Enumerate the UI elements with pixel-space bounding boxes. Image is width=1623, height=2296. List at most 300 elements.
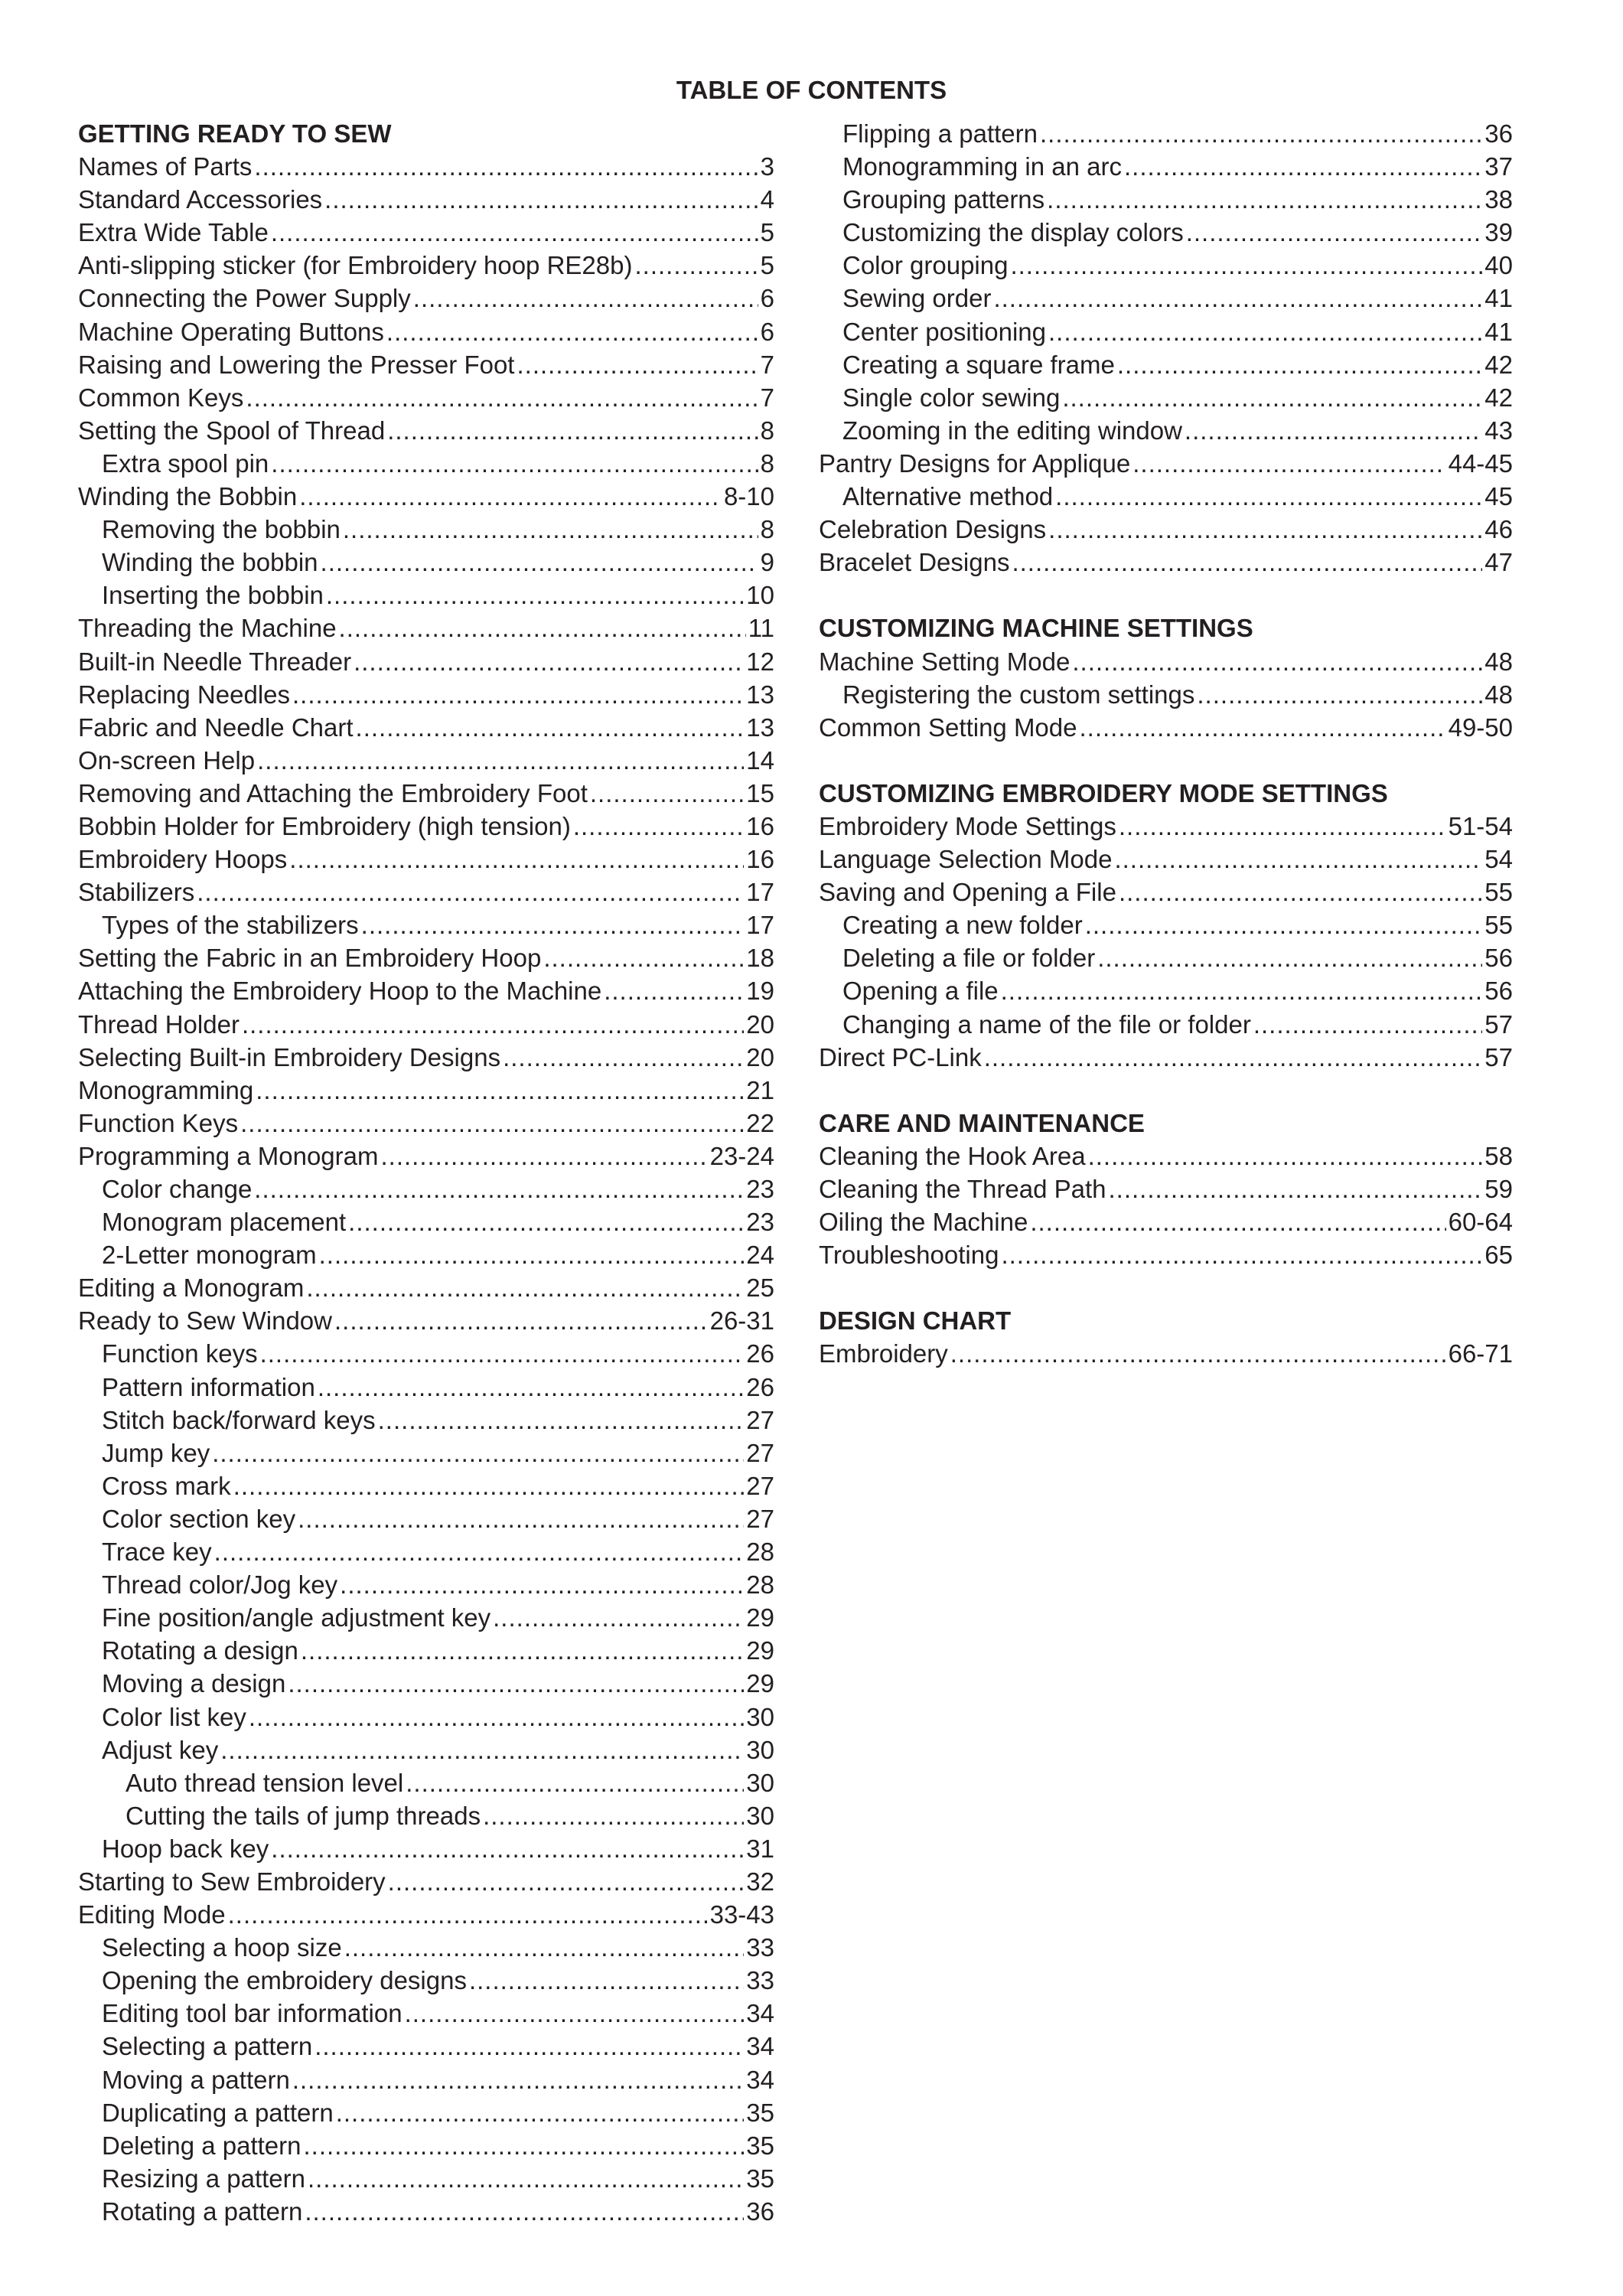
dot-leader xyxy=(299,480,722,513)
toc-entry-page-number: 16 xyxy=(746,845,774,874)
toc-left-column xyxy=(78,117,774,2228)
dot-leader xyxy=(1001,974,1483,1007)
toc-entry-page-number: 56 xyxy=(1484,977,1513,1006)
toc-entry-page-number: 48 xyxy=(1484,647,1513,676)
section-heading-design-chart xyxy=(819,1304,1513,1337)
dot-leader xyxy=(1109,1172,1483,1205)
toc-entry-fabric-and-needle-chart xyxy=(78,711,774,744)
toc-entry-title: Resizing a pattern xyxy=(102,2164,305,2193)
toc-entry-threading-the-machine xyxy=(78,612,774,644)
dot-leader xyxy=(324,183,758,216)
toc-entry-color-change xyxy=(78,1172,774,1205)
toc-entry-title: Selecting a pattern xyxy=(102,2032,313,2061)
toc-entry-thread-color-jog-key xyxy=(78,1568,774,1601)
dot-leader xyxy=(388,1865,745,1898)
dot-leader xyxy=(1119,810,1446,843)
dot-leader xyxy=(339,612,746,644)
toc-entry-page-number: 30 xyxy=(746,1801,774,1830)
toc-entry-page-number: 16 xyxy=(746,811,774,840)
toc-entry-title: Moving a pattern xyxy=(102,2065,290,2094)
toc-entry-embroidery-mode-settings xyxy=(819,810,1513,843)
toc-entry-page-number: 21 xyxy=(746,1075,774,1104)
dot-leader xyxy=(634,249,758,282)
dot-leader xyxy=(292,678,744,711)
toc-entry-page-number: 33-43 xyxy=(709,1900,774,1929)
toc-entry-title: Bobbin Holder for Embroidery (high tension) xyxy=(78,811,571,840)
toc-entry-grouping-patterns xyxy=(819,183,1513,216)
toc-entry-title: Deleting a pattern xyxy=(102,2131,301,2160)
toc-entry-opening-the-embroidery-designs xyxy=(78,1964,774,1997)
toc-entry-types-of-the-stabilizers xyxy=(78,908,774,941)
toc-entry-page-number: 41 xyxy=(1484,317,1513,346)
toc-entry-auto-thread-tension-level xyxy=(78,1766,774,1799)
toc-entry-page-number: 55 xyxy=(1484,878,1513,907)
toc-entry-fine-position-angle-adjustment-key xyxy=(78,1601,774,1634)
section-spacer xyxy=(819,1271,1513,1304)
toc-entry-machine-operating-buttons xyxy=(78,315,774,348)
toc-entry-title: Color list key xyxy=(102,1702,246,1731)
dot-leader xyxy=(950,1337,1446,1370)
toc-entry-page-number: 27 xyxy=(746,1438,774,1467)
dot-leader xyxy=(1040,117,1482,150)
toc-entry-title: Rotating a pattern xyxy=(102,2197,303,2226)
section-spacer xyxy=(819,744,1513,777)
dot-leader xyxy=(1124,150,1482,183)
toc-entry-title: Selecting a hoop size xyxy=(102,1933,342,1962)
toc-entry-page-number: 37 xyxy=(1484,152,1513,181)
toc-entry-pattern-information xyxy=(78,1371,774,1404)
toc-entry-flipping-a-pattern xyxy=(819,117,1513,150)
section-spacer xyxy=(819,579,1513,612)
toc-entry-page-number: 20 xyxy=(746,1009,774,1039)
dot-leader xyxy=(1030,1205,1445,1238)
dot-leader xyxy=(503,1041,744,1074)
toc-entry-extra-spool-pin xyxy=(78,447,774,480)
dot-leader xyxy=(228,1898,708,1931)
dot-leader xyxy=(517,348,758,381)
toc-entry-title: Editing a Monogram xyxy=(78,1274,305,1303)
toc-entry-page-number: 11 xyxy=(748,614,774,643)
toc-entry-page-number: 3 xyxy=(760,152,774,181)
toc-entry-2-letter-monogram xyxy=(78,1238,774,1271)
dot-leader xyxy=(413,282,758,315)
toc-entry-title: Opening a file xyxy=(842,977,999,1006)
toc-entry-title: Stabilizers xyxy=(78,878,195,907)
dot-leader xyxy=(249,1701,744,1733)
toc-entry-title: Opening the embroidery designs xyxy=(102,1966,467,1995)
toc-entry-setting-the-fabric-in-an-embroidery-hoop xyxy=(78,941,774,974)
toc-entry-editing-mode xyxy=(78,1898,774,1931)
toc-entry-title: Stitch back/forward keys xyxy=(102,1405,376,1434)
dot-leader xyxy=(336,2096,745,2129)
toc-entry-title: Flipping a pattern xyxy=(842,119,1038,148)
toc-entry-anti-slipping-sticker-for-embroidery-hoop-re28b xyxy=(78,249,774,282)
toc-entry-page-number: 47 xyxy=(1484,548,1513,577)
toc-entry-starting-to-sew-embroidery xyxy=(78,1865,774,1898)
toc-entry-page-number: 30 xyxy=(746,1702,774,1731)
dot-leader xyxy=(543,941,744,974)
toc-entry-title: Threading the Machine xyxy=(78,614,337,643)
dot-leader xyxy=(1185,414,1482,447)
toc-entry-title: Center positioning xyxy=(842,317,1046,346)
toc-entry-page-number: 28 xyxy=(746,1570,774,1600)
toc-entry-page-number: 43 xyxy=(1484,416,1513,445)
dot-leader xyxy=(387,414,758,447)
toc-entry-single-color-sewing xyxy=(819,381,1513,414)
dot-leader xyxy=(405,1997,745,2030)
toc-entry-page-number: 57 xyxy=(1484,1009,1513,1039)
toc-entry-editing-a-monogram xyxy=(78,1271,774,1304)
toc-entry-title: Cleaning the Hook Area xyxy=(819,1141,1086,1170)
toc-entry-machine-setting-mode xyxy=(819,645,1513,678)
toc-entry-title: Bracelet Designs xyxy=(819,548,1010,577)
toc-entry-page-number: 58 xyxy=(1484,1141,1513,1170)
dot-leader xyxy=(356,711,745,744)
toc-entry-page-number: 42 xyxy=(1484,350,1513,379)
toc-entry-page-number: 32 xyxy=(746,1867,774,1896)
dot-leader xyxy=(321,546,758,579)
toc-entry-deleting-a-file-or-folder xyxy=(819,941,1513,974)
dot-leader xyxy=(1085,908,1483,941)
toc-entry-title: Celebration Designs xyxy=(819,515,1047,544)
toc-entry-raising-and-lowering-the-presser-foot xyxy=(78,348,774,381)
dot-leader xyxy=(493,1601,744,1634)
toc-entry-page-number: 49-50 xyxy=(1448,713,1513,742)
toc-entry-removing-and-attaching-the-embroidery-foot xyxy=(78,777,774,810)
dot-leader xyxy=(381,1140,708,1172)
toc-entry-duplicating-a-pattern xyxy=(78,2096,774,2129)
toc-entry-page-number: 42 xyxy=(1484,383,1513,412)
toc-entry-page-number: 24 xyxy=(746,1241,774,1270)
toc-entry-page-number: 18 xyxy=(746,944,774,973)
toc-entry-title: Machine Setting Mode xyxy=(819,647,1071,676)
toc-entry-embroidery-hoops xyxy=(78,843,774,876)
toc-entry-page-number: 17 xyxy=(746,911,774,940)
toc-entry-winding-the-bobbin xyxy=(78,546,774,579)
toc-entry-page-number: 56 xyxy=(1484,944,1513,973)
toc-right-column xyxy=(819,117,1513,1371)
toc-entry-page-number: 26 xyxy=(746,1372,774,1401)
toc-entry-page-number: 27 xyxy=(746,1504,774,1533)
toc-entry-title: Oiling the Machine xyxy=(819,1208,1028,1237)
toc-entry-sewing-order xyxy=(819,282,1513,315)
toc-entry-page-number: 45 xyxy=(1484,482,1513,511)
dot-leader xyxy=(254,150,758,183)
toc-entry-title: Ready to Sew Window xyxy=(78,1306,332,1336)
section-heading-label: GETTING READY TO SEW xyxy=(78,119,392,148)
toc-entry-title: Language Selection Mode xyxy=(819,845,1113,874)
dot-leader xyxy=(326,579,744,612)
toc-entry-page-number: 8-10 xyxy=(723,482,774,511)
toc-entry-page-number: 34 xyxy=(746,1999,774,2028)
toc-entry-selecting-built-in-embroidery-designs xyxy=(78,1041,774,1074)
toc-entry-page-number: 26 xyxy=(746,1339,774,1368)
dot-leader xyxy=(319,1238,745,1271)
toc-entry-ready-to-sew-window xyxy=(78,1304,774,1337)
toc-entry-cross-mark xyxy=(78,1469,774,1502)
toc-entry-page-number: 36 xyxy=(746,2197,774,2226)
toc-entry-title: Names of Parts xyxy=(78,152,253,181)
toc-entry-registering-the-custom-settings xyxy=(819,678,1513,711)
toc-entry-title: Fine position/angle adjustment key xyxy=(102,1603,491,1632)
toc-entry-page-number: 55 xyxy=(1484,911,1513,940)
toc-entry-title: Anti-slipping sticker (for Embroidery hoop RE28b) xyxy=(78,251,633,280)
toc-entry-title: Extra Wide Table xyxy=(78,218,269,247)
toc-entry-title: Color change xyxy=(102,1175,253,1203)
dot-leader xyxy=(214,1535,745,1568)
toc-entry-programming-a-monogram xyxy=(78,1140,774,1172)
dot-leader xyxy=(354,645,744,678)
toc-entry-page-number: 19 xyxy=(746,977,774,1006)
dot-leader xyxy=(1080,711,1446,744)
toc-entry-attaching-the-embroidery-hoop-to-the-machine xyxy=(78,974,774,1007)
dot-leader xyxy=(573,810,744,843)
section-heading-customizing-embroidery-mode-settings xyxy=(819,777,1513,810)
toc-entry-monogramming-in-an-arc xyxy=(819,150,1513,183)
dot-leader xyxy=(306,1271,744,1304)
toc-entry-opening-a-file xyxy=(819,974,1513,1007)
toc-entry-page-number: 44-45 xyxy=(1448,448,1513,478)
toc-entry-title: Single color sewing xyxy=(842,383,1061,412)
toc-entry-title: Registering the custom settings xyxy=(842,680,1195,709)
section-heading-label: CUSTOMIZING EMBROIDERY MODE SETTINGS xyxy=(819,778,1388,807)
dot-leader xyxy=(212,1437,744,1469)
toc-entry-bracelet-designs xyxy=(819,546,1513,579)
toc-entry-page-number: 13 xyxy=(746,713,774,742)
dot-leader xyxy=(1088,1140,1483,1172)
toc-entry-page-number: 7 xyxy=(760,383,774,412)
toc-entry-page-number: 5 xyxy=(760,251,774,280)
toc-entry-page-number: 30 xyxy=(746,1768,774,1797)
toc-entry-page-number: 14 xyxy=(746,745,774,775)
toc-entry-title: Cross mark xyxy=(102,1471,231,1500)
toc-entry-page-number: 8 xyxy=(760,448,774,478)
toc-entry-color-grouping xyxy=(819,249,1513,282)
toc-entry-page-number: 27 xyxy=(746,1405,774,1434)
section-spacer xyxy=(819,1074,1513,1107)
section-heading-label: CUSTOMIZING MACHINE SETTINGS xyxy=(819,614,1253,643)
toc-entry-hoop-back-key xyxy=(78,1832,774,1865)
toc-entry-page-number: 6 xyxy=(760,317,774,346)
toc-entry-page-number: 8 xyxy=(760,515,774,544)
toc-entry-title: Function keys xyxy=(102,1339,258,1368)
toc-entry-connecting-the-power-supply xyxy=(78,282,774,315)
dot-leader xyxy=(1010,249,1482,282)
toc-entry-page-number: 34 xyxy=(746,2065,774,2094)
dot-leader xyxy=(308,2162,744,2195)
toc-entry-title: Deleting a file or folder xyxy=(842,944,1096,973)
dot-leader xyxy=(1133,447,1445,480)
section-heading-getting-ready-to-sew xyxy=(78,117,774,150)
dot-leader xyxy=(304,2129,745,2162)
dot-leader xyxy=(257,744,744,777)
toc-entry-resizing-a-pattern xyxy=(78,2162,774,2195)
toc-entry-standard-accessories xyxy=(78,183,774,216)
toc-entry-page-number: 17 xyxy=(746,878,774,907)
toc-entry-page-number: 9 xyxy=(760,548,774,577)
toc-entry-title: Removing the bobbin xyxy=(102,515,341,544)
dot-leader xyxy=(289,843,744,876)
dot-leader xyxy=(292,2063,744,2096)
toc-entry-customizing-the-display-colors xyxy=(819,216,1513,249)
toc-entry-title: Monogramming in an arc xyxy=(842,152,1122,181)
toc-entry-common-setting-mode xyxy=(819,711,1513,744)
toc-entry-color-section-key xyxy=(78,1502,774,1535)
dot-leader xyxy=(1117,348,1482,381)
dot-leader xyxy=(1055,480,1482,513)
toc-entry-title: Machine Operating Buttons xyxy=(78,317,384,346)
toc-entry-page-number: 31 xyxy=(746,1834,774,1863)
toc-entry-title: Built-in Needle Threader xyxy=(78,647,352,676)
toc-entry-page-number: 12 xyxy=(746,647,774,676)
dot-leader xyxy=(378,1404,745,1437)
dot-leader xyxy=(1253,1008,1482,1041)
toc-entry-page-number: 27 xyxy=(746,1471,774,1500)
toc-entry-title: Duplicating a pattern xyxy=(102,2098,334,2127)
dot-leader xyxy=(348,1205,744,1238)
toc-entry-title: Troubleshooting xyxy=(819,1241,999,1270)
toc-entry-page-number: 35 xyxy=(746,2164,774,2193)
toc-entry-title: Setting the Spool of Thread xyxy=(78,416,386,445)
toc-entry-page-number: 57 xyxy=(1484,1042,1513,1071)
toc-entry-page-number: 59 xyxy=(1484,1175,1513,1203)
toc-entry-page-number: 60-64 xyxy=(1448,1208,1513,1237)
toc-entry-title: Extra spool pin xyxy=(102,448,269,478)
dot-leader xyxy=(1048,513,1482,546)
toc-entry-editing-tool-bar-information xyxy=(78,1997,774,2030)
dot-leader xyxy=(301,1634,744,1667)
dot-leader xyxy=(220,1733,744,1766)
toc-entry-title: Grouping patterns xyxy=(842,185,1045,214)
toc-entry-page-number: 48 xyxy=(1484,680,1513,709)
toc-entry-selecting-a-hoop-size xyxy=(78,1931,774,1964)
toc-entry-title: Auto thread tension level xyxy=(125,1768,404,1797)
toc-entry-title: Function Keys xyxy=(78,1108,239,1137)
dot-leader xyxy=(604,974,744,1007)
toc-entry-title: Editing tool bar information xyxy=(102,1999,402,2028)
toc-entry-rotating-a-design xyxy=(78,1634,774,1667)
toc-entry-moving-a-design xyxy=(78,1667,774,1700)
toc-entry-center-positioning xyxy=(819,315,1513,348)
dot-leader xyxy=(271,216,758,249)
dot-leader xyxy=(1001,1238,1482,1271)
dot-leader xyxy=(260,1337,745,1370)
toc-entry-common-keys xyxy=(78,381,774,414)
toc-entry-title: Color section key xyxy=(102,1504,296,1533)
toc-entry-title: Embroidery xyxy=(819,1339,948,1368)
toc-entry-title: Jump key xyxy=(102,1438,210,1467)
toc-entry-title: Creating a new folder xyxy=(842,911,1083,940)
toc-entry-page-number: 5 xyxy=(760,218,774,247)
toc-entry-removing-the-bobbin xyxy=(78,513,774,546)
dot-leader xyxy=(1048,315,1482,348)
toc-entry-page-number: 29 xyxy=(746,1636,774,1665)
toc-entry-title: Alternative method xyxy=(842,482,1054,511)
toc-entry-built-in-needle-threader xyxy=(78,645,774,678)
toc-entry-title: Changing a name of the file or folder xyxy=(842,1009,1251,1039)
dot-leader xyxy=(590,777,744,810)
toc-entry-saving-and-opening-a-file xyxy=(819,876,1513,908)
toc-entry-title: Connecting the Power Supply xyxy=(78,284,411,313)
section-heading-care-and-maintenance xyxy=(819,1107,1513,1140)
toc-entry-extra-wide-table xyxy=(78,216,774,249)
toc-entry-zooming-in-the-editing-window xyxy=(819,414,1513,447)
toc-entry-page-number: 8 xyxy=(760,416,774,445)
dot-leader xyxy=(1047,183,1482,216)
toc-entry-stitch-back-forward-keys xyxy=(78,1404,774,1437)
toc-entry-title: Selecting Built-in Embroidery Designs xyxy=(78,1042,501,1071)
toc-entry-page-number: 41 xyxy=(1484,284,1513,313)
toc-entry-title: Cleaning the Thread Path xyxy=(819,1175,1106,1203)
toc-entry-page-number: 28 xyxy=(746,1538,774,1567)
toc-entry-page-number: 36 xyxy=(1484,119,1513,148)
dot-leader xyxy=(406,1766,744,1799)
dot-leader xyxy=(993,282,1482,315)
toc-entry-oiling-the-machine xyxy=(819,1205,1513,1238)
toc-entry-cleaning-the-thread-path xyxy=(819,1172,1513,1205)
dot-leader xyxy=(240,1107,744,1140)
toc-entry-deleting-a-pattern xyxy=(78,2129,774,2162)
toc-entry-page-number: 51-54 xyxy=(1448,811,1513,840)
toc-entry-title: Pantry Designs for Applique xyxy=(819,448,1131,478)
dot-leader xyxy=(1114,843,1482,876)
toc-entry-page-number: 22 xyxy=(746,1108,774,1137)
toc-entry-title: Common Setting Mode xyxy=(819,713,1077,742)
dot-leader xyxy=(344,1931,745,1964)
toc-entry-title: Starting to Sew Embroidery xyxy=(78,1867,386,1896)
dot-leader xyxy=(1097,941,1482,974)
toc-entry-title: Thread Holder xyxy=(78,1009,240,1039)
toc-entry-title: Saving and Opening a File xyxy=(819,878,1116,907)
dot-leader xyxy=(288,1667,744,1700)
toc-entry-bobbin-holder-for-embroidery-high-tension xyxy=(78,810,774,843)
section-heading-label: CARE AND MAINTENANCE xyxy=(819,1108,1145,1137)
toc-entry-page-number: 29 xyxy=(746,1669,774,1698)
toc-entry-celebration-designs xyxy=(819,513,1513,546)
toc-entry-page-number: 46 xyxy=(1484,515,1513,544)
toc-entry-page-number: 13 xyxy=(746,680,774,709)
dot-leader xyxy=(1197,678,1482,711)
toc-entry-title: Winding the Bobbin xyxy=(78,482,298,511)
toc-entry-title: Embroidery Hoops xyxy=(78,845,288,874)
dot-leader xyxy=(343,513,758,546)
dot-leader xyxy=(197,876,744,908)
toc-entry-troubleshooting xyxy=(819,1238,1513,1271)
dot-leader xyxy=(386,315,758,348)
dot-leader xyxy=(1186,216,1483,249)
toc-entry-monogram-placement xyxy=(78,1205,774,1238)
dot-leader xyxy=(298,1502,744,1535)
toc-entry-title: Fabric and Needle Chart xyxy=(78,713,354,742)
dot-leader xyxy=(469,1964,744,1997)
toc-entry-direct-pc-link xyxy=(819,1041,1513,1074)
dot-leader xyxy=(271,1832,744,1865)
toc-entry-cutting-the-tails-of-jump-threads xyxy=(78,1799,774,1832)
toc-entry-alternative-method xyxy=(819,480,1513,513)
toc-entry-page-number: 40 xyxy=(1484,251,1513,280)
toc-entry-page-number: 23 xyxy=(746,1208,774,1237)
toc-entry-title: Raising and Lowering the Presser Foot xyxy=(78,350,515,379)
toc-entry-rotating-a-pattern xyxy=(78,2195,774,2228)
toc-entry-page-number: 30 xyxy=(746,1735,774,1764)
dot-leader xyxy=(340,1568,744,1601)
toc-entry-monogramming xyxy=(78,1074,774,1107)
section-heading-customizing-machine-settings xyxy=(819,612,1513,644)
toc-entry-function-keys xyxy=(78,1107,774,1140)
toc-entry-names-of-parts xyxy=(78,150,774,183)
toc-entry-page-number: 7 xyxy=(760,350,774,379)
toc-entry-page-number: 65 xyxy=(1484,1241,1513,1270)
